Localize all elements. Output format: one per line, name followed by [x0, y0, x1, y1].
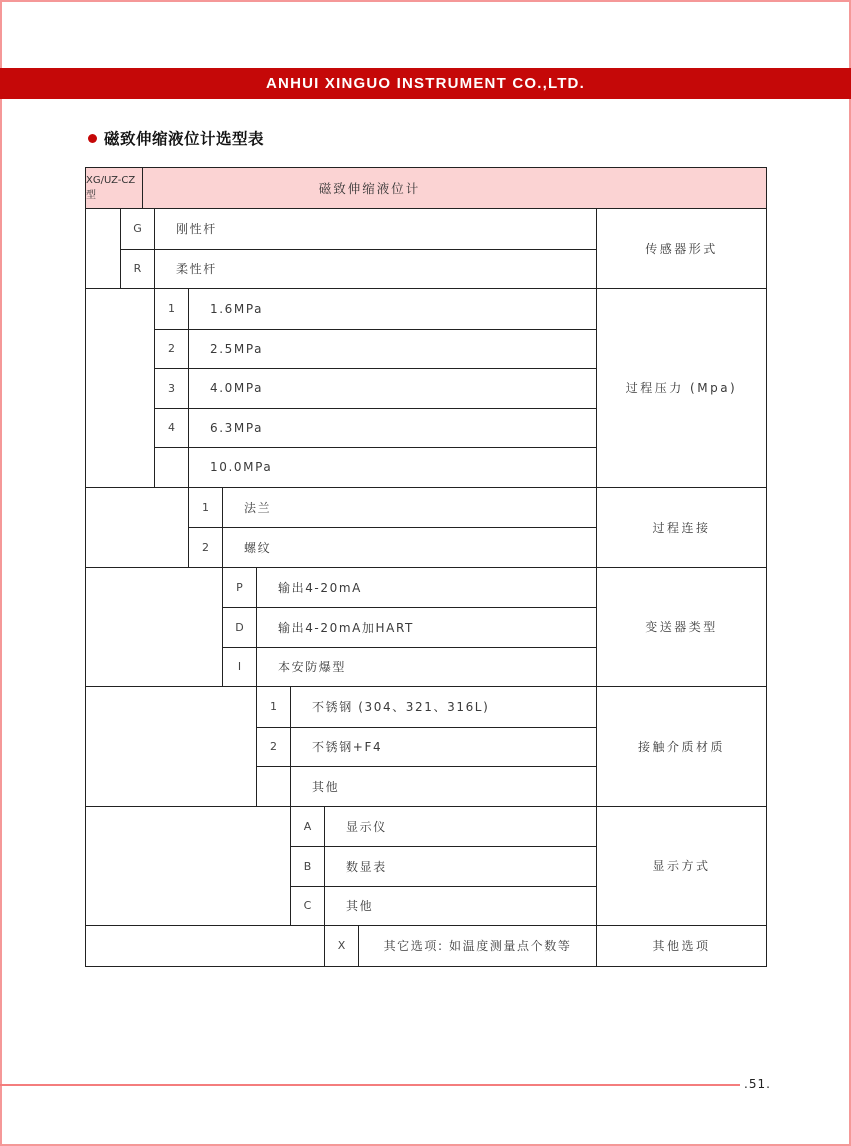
group-label: 传感器形式 — [596, 209, 766, 288]
group-spacer — [86, 289, 155, 487]
desc-cell: 6.3MPa — [210, 420, 264, 435]
group-other-options — [86, 925, 766, 966]
code-cell: 2 — [257, 728, 291, 767]
table-row — [223, 607, 596, 647]
code-cell: 2 — [189, 528, 223, 567]
group-rows — [121, 209, 596, 288]
model-selection-table — [85, 167, 767, 967]
group-spacer — [86, 209, 121, 288]
code-cell: R — [121, 250, 155, 289]
group-spacer — [86, 488, 189, 567]
table-row — [121, 209, 596, 249]
group-label: 过程压力 (Mpa) — [596, 289, 766, 487]
table-row — [155, 408, 596, 448]
group-process-connection — [86, 487, 766, 567]
table-row — [121, 249, 596, 289]
table-header-row — [86, 168, 766, 208]
code-cell: C — [291, 887, 325, 926]
code-cell: I — [223, 648, 257, 687]
desc-cell: 1.6MPa — [210, 301, 264, 316]
code-cell: 1 — [189, 488, 223, 528]
red-bullet-icon — [88, 134, 97, 143]
group-label: 其他选项 — [596, 926, 766, 966]
desc-cell: 10.0MPa — [210, 460, 273, 475]
page-number: .51. — [744, 1077, 771, 1091]
group-rows — [325, 926, 596, 966]
table-row — [223, 647, 596, 687]
header-spacer-cell — [596, 168, 766, 208]
company-header-bar — [0, 68, 851, 99]
desc-cell: 柔性杆 — [176, 262, 217, 277]
desc-cell: 数显表 — [346, 859, 387, 874]
desc-cell: 其他 — [312, 779, 340, 794]
desc-cell: 2.5MPa — [210, 341, 264, 356]
group-sensor-form — [86, 208, 766, 288]
desc-cell: 不锈钢 (304、321、316L) — [312, 700, 490, 715]
group-label: 接触介质材质 — [596, 687, 766, 806]
code-cell: P — [223, 568, 257, 608]
table-row — [291, 846, 596, 886]
group-transmitter-type — [86, 567, 766, 687]
desc-cell: 螺纹 — [244, 540, 272, 555]
code-cell: 4 — [155, 409, 189, 448]
code-cell: D — [223, 608, 257, 647]
group-display-mode — [86, 806, 766, 926]
group-label: 过程连接 — [596, 488, 766, 567]
table-row — [155, 447, 596, 487]
table-row — [257, 766, 596, 806]
desc-cell: 输出4-20mA — [278, 580, 362, 595]
code-cell: 3 — [155, 369, 189, 408]
table-row — [155, 289, 596, 329]
table-row — [223, 568, 596, 608]
table-row — [291, 886, 596, 926]
table-row — [189, 488, 596, 528]
code-cell — [257, 767, 291, 806]
code-cell: G — [121, 209, 155, 249]
footer-rule-line — [0, 1084, 740, 1086]
desc-cell: 显示仪 — [346, 819, 387, 834]
group-spacer — [86, 687, 257, 806]
table-row — [257, 727, 596, 767]
table-row — [155, 368, 596, 408]
desc-cell: 4.0MPa — [210, 381, 264, 396]
product-name-cell: 磁致伸缩液位计 — [318, 181, 421, 196]
group-rows — [189, 488, 596, 567]
table-row — [291, 807, 596, 847]
code-cell: 1 — [257, 687, 291, 727]
group-process-pressure — [86, 288, 766, 487]
page-title: 磁致伸缩液位计选型表 — [104, 130, 265, 148]
table-row — [155, 329, 596, 369]
group-label: 显示方式 — [596, 807, 766, 926]
group-spacer — [86, 807, 291, 926]
group-label: 变送器类型 — [596, 568, 766, 687]
code-cell: 2 — [155, 330, 189, 369]
group-rows — [223, 568, 596, 687]
code-cell: 1 — [155, 289, 189, 329]
group-wetted-material — [86, 686, 766, 806]
desc-cell: 本安防爆型 — [278, 660, 347, 675]
table-row — [257, 687, 596, 727]
code-cell: B — [291, 847, 325, 886]
desc-cell: 法兰 — [244, 500, 272, 515]
table-row — [325, 926, 596, 966]
code-cell — [155, 448, 189, 487]
desc-cell: 其它选项: 如温度测量点个数等 — [383, 939, 572, 954]
group-rows — [291, 807, 596, 926]
model-code-cell: XG/UZ-CZ型 — [86, 168, 143, 208]
desc-cell: 其他 — [346, 899, 374, 914]
code-cell: A — [291, 807, 325, 847]
desc-cell: 刚性杆 — [176, 222, 217, 237]
group-spacer — [86, 926, 325, 966]
desc-cell: 不锈钢+F4 — [312, 740, 383, 755]
group-rows — [155, 289, 596, 487]
section-title-row — [88, 127, 264, 149]
group-rows — [257, 687, 596, 806]
table-row — [189, 527, 596, 567]
desc-cell: 输出4-20mA加HART — [278, 620, 414, 635]
company-name: ANHUI XINGUO INSTRUMENT CO.,LTD. — [266, 75, 585, 92]
code-cell: X — [325, 926, 359, 966]
group-spacer — [86, 568, 223, 687]
